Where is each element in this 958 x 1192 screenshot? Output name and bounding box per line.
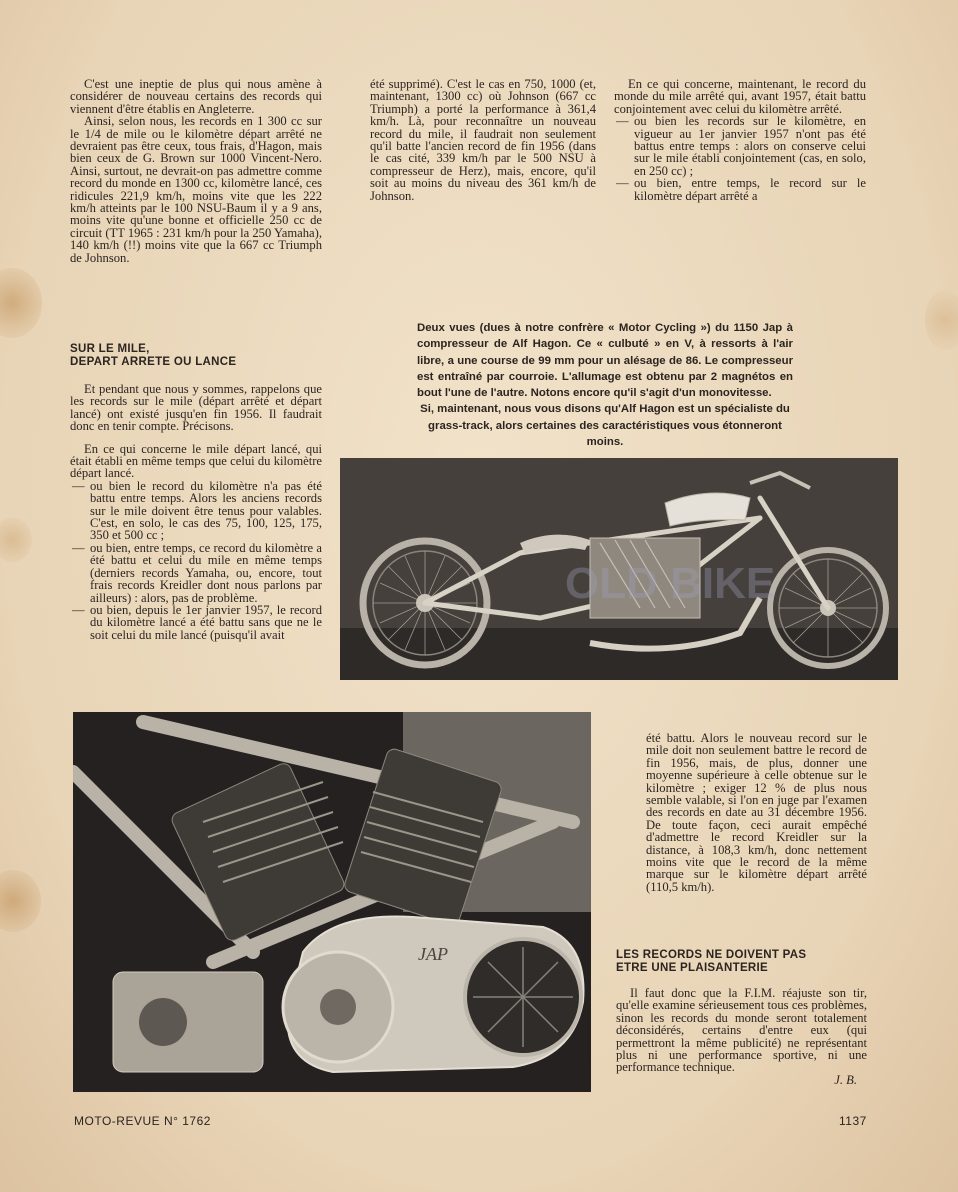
footer-magazine-issue: MOTO-REVUE N° 1762 [74, 1114, 211, 1128]
list-item: — ou bien, entre temps, ce record du kilomètre a été battu et celui du mile en même temps (derniers records Yamaha, ou, encore, tout frais records Kreidler dont nous parlons par ailleurs) : alors, pas de problème. [72, 540, 322, 605]
list-item: — ou bien, depuis le 1er janvier 1957, le record du kilomètre lancé a été battu sans que ne le soit celui du mile lancé (puisqu'il avait [72, 602, 322, 642]
column-1 [70, 78, 322, 264]
paragraph: Ainsi, selon nous, les records en 1 300 cc sur le 1/4 de mile ou le kilomètre départ arrêté ne devraient pas être ceux, tous frais, d'Hagon, mais bien ceux de G. Brown sur 1000 Vincent-Nero. Ainsi, surtout, ne devrait-on pas admettre comme record du monde en 1300 cc, kilomètre lancé, ces ridicules 221,9 km/h, moins vite que les 222 km/h atteints par le 100 NSU-Baum il y a 9 ans, moins vite qu'une bonne et officielle 250 cc de circuit (TT 1965 : 231 km/h pour la 250 Yamaha), 140 km/h (!!) moins vite que la 667 cc Triumph de Johnson. [70, 114, 322, 265]
paragraph: En ce qui concerne le mile départ lancé, qui était établi en même temps que celui du kilomètre départ lancé. [70, 441, 322, 481]
section-heading: LES RECORDS NE DOIVENT PAS ETRE UNE PLAISANTERIE [616, 949, 807, 974]
list-item: — ou bien, entre temps, le record sur le kilomètre départ arrêté a [616, 176, 866, 203]
column-3 [614, 78, 866, 202]
photo-caption: Deux vues (dues à notre confrère « Motor Cycling ») du 1150 Jap à compresseur de Alf Hagon. Ce « culbuté » en V, à ressorts à l'air libre, a une course de 99 mm pour un alésage de 86. Le compresseur est entraîné par courroie. L'allumage est obtenu par 2 magnétos en bout l'une de l'autre. Notons encore qu'il s'agit d'un monovitesse. Si, maintenant, nous vous disons qu'Alf Hagon est un spécialiste du grass-track, alors certaines des caractéristiques vous étonneront moins. [417, 322, 793, 449]
signature: J. B. [834, 1072, 857, 1087]
paragraph: Et pendant que nous y sommes, rappelons que les records sur le mile (départ arrêté et départ lancé) ont existé jusqu'en fin 1956. Il faudrait donc en tenir compte. Précisons. [70, 382, 322, 434]
column-4-lower [616, 987, 867, 1086]
paragraph: C'est une ineptie de plus qui nous amène à considérer de nouveau certains des records qui viennent d'être établis en Angleterre. [70, 77, 322, 116]
motorcycle-photo [340, 458, 898, 680]
watermark: OLD BIKE [565, 559, 776, 608]
engine-closeup-icon [73, 712, 591, 1092]
list-item: — ou bien le record du kilomètre n'a pas été battu entre temps. Alors les anciens records sur le mile doivent être tenus pour valables. C'est, en solo, le cas des 75, 100, 125, 175, 350 et 500 cc ; [72, 478, 322, 543]
column-1-lower [70, 383, 322, 641]
list-item: — ou bien les records sur le kilomètre, en vigueur au 1er janvier 1957 n'ont pas été battus entre temps : alors on conserve celui sur le mile établi conjointement (cas, en solo, en 250 cc) ; [616, 114, 866, 178]
motorcycle-side-view-icon [340, 458, 898, 680]
column-4 [646, 732, 867, 893]
footer-page-number: 1137 [839, 1114, 867, 1128]
engine-photo [73, 712, 591, 1092]
paragraph: Il faut donc que la F.I.M. réajuste son tir, qu'elle examine sérieusement tous ces problèmes, sinon les records du monde seront totalement déconsidérés, certains d'entre eux (qui permettront la même publicité) ne représentant plus ni une performance sportive, ni une performance technique. [616, 986, 867, 1075]
section-heading: SUR LE MILE, DEPART ARRETE OU LANCE [70, 343, 237, 368]
paragraph: été battu. Alors le nouveau record sur le mile doit non seulement battre le record de fin 1956, mais, de plus, donner une moyenne supérieure à celle obtenue sur le kilomètre ; exiger 12 % de plus nous semble valable, si l'on en juge par l'examen des records en date au 31 décembre 1956. De toute façon, ceci aurait empêché d'admettre le record Kreidler sur la distance, à 108,3 km/h, donc nettement moins vite que le record de la même marque sur le kilomètre départ arrêté (110,5 km/h). [646, 731, 867, 894]
paragraph: En ce qui concerne, maintenant, le record du monde du mile arrêté qui, avant 1957, était battu conjointement avec celui du kilomètre arrêté. [614, 77, 866, 116]
engine-label: JAP [418, 944, 448, 964]
column-2 [370, 78, 596, 202]
paragraph: été supprimé). C'est le cas en 750, 1000 (et, maintenant, 1300 cc) où Johnson (667 cc Triumph) a porté la performance à 361,4 km/h. Là, pour reconnaître un nouveau record du mile, il faudrait non seulement qu'il batte l'ancien record de fin 1956 (dans le cas cité, 339 km/h par le 500 NSU à compresseur de Herz), mais, encore, qu'il soit au moins du niveau des 361 km/h de Johnson. [370, 77, 596, 203]
